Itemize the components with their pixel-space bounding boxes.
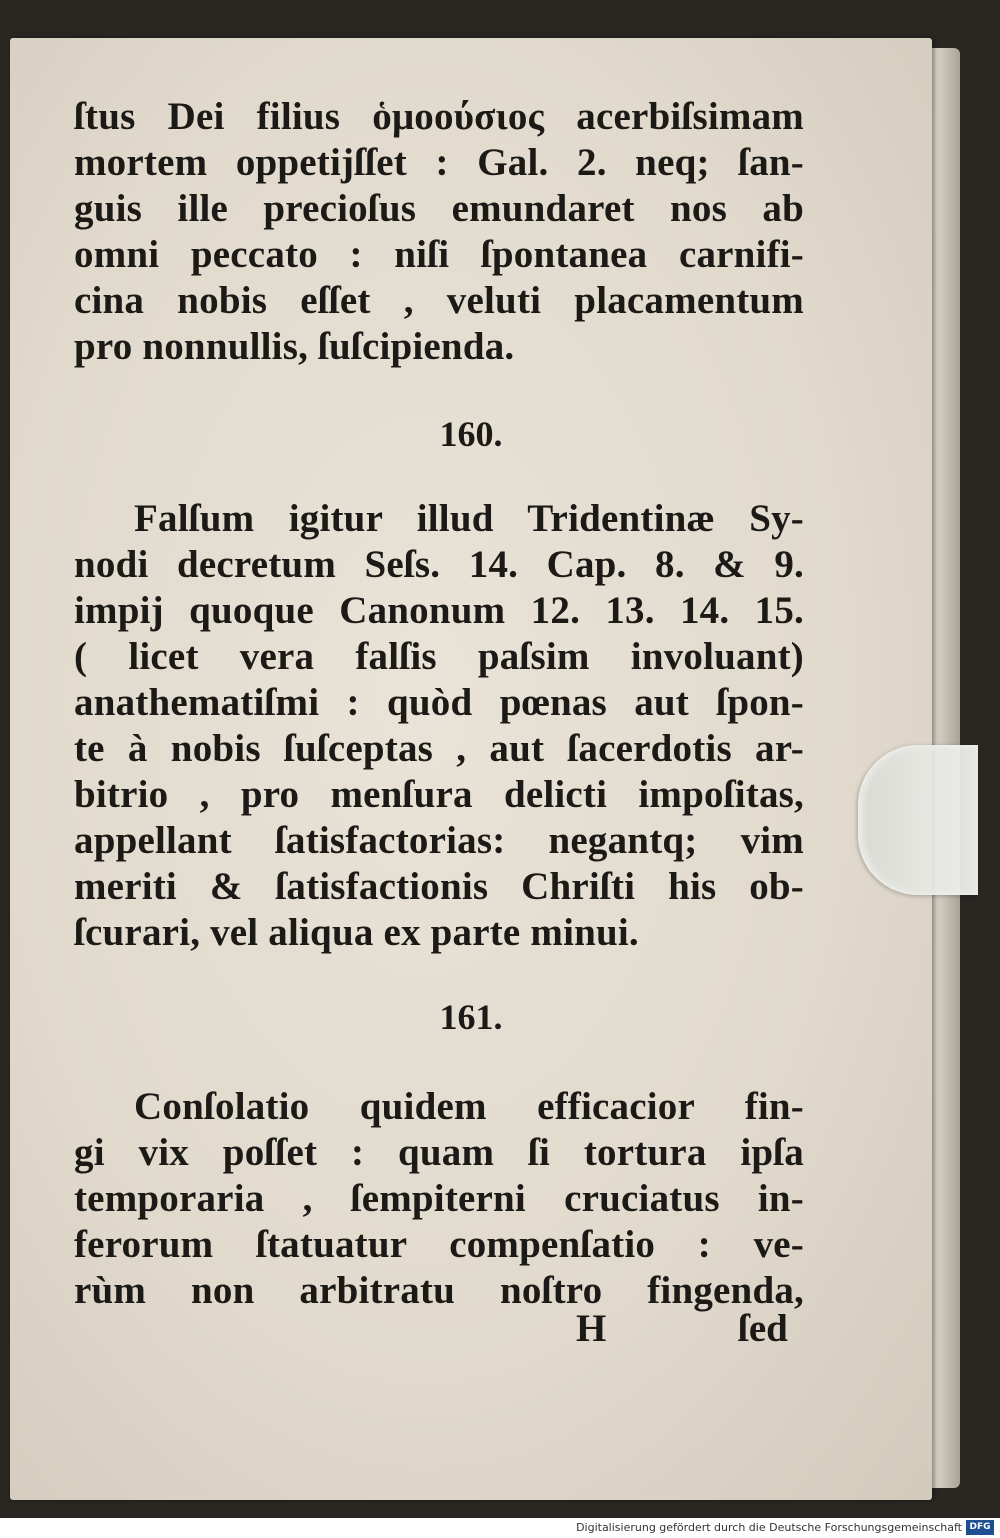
signature-mark: H [576, 1307, 607, 1350]
text-line: temporaria , ſempiterni cruciatus in- [74, 1177, 804, 1220]
footer-bar [0, 1518, 1000, 1538]
paragraph-3 [74, 1084, 804, 1314]
footer-credit: Digitalisierung gefördert durch die Deutsche Forschungsgemeinschaft [576, 1521, 962, 1534]
text-line: anathematiſmi : quòd pœnas aut ſpon- [74, 681, 804, 724]
catchword: ſed [738, 1307, 788, 1350]
book-page [10, 38, 932, 1500]
section-number-160: 160. [439, 414, 503, 454]
text-line: appellant ſatisfactorias: negantq; vim [74, 819, 804, 862]
text-line: mortem oppetijſſet : Gal. 2. neq; ſan- [74, 141, 804, 184]
text-line: cina nobis eſſet , veluti placamentum [74, 279, 804, 322]
text-line: te à nobis ſuſceptas , aut ſacerdotis ar- [74, 727, 804, 770]
text-line: bitrio , pro menſura delicti impoſitas, [74, 773, 804, 816]
text-line: pro nonnullis, ſuſcipienda. [74, 325, 515, 368]
text-line: ( licet vera falſis paſsim involuant) [74, 635, 804, 678]
text-line: Falſum igitur illud Tridentinæ Sy- [134, 497, 804, 540]
text-line: omni peccato : niſi ſpontanea carnifi- [74, 233, 804, 276]
paragraph-1 [74, 94, 804, 370]
dfg-logo: DFG [966, 1520, 994, 1535]
page-clip [858, 745, 978, 895]
text-line: gi vix poſſet : quam ſi tortura ipſa [74, 1131, 804, 1174]
section-number-161: 161. [439, 997, 503, 1037]
text-line: rùm non arbitratu noſtro fingenda, [74, 1269, 804, 1312]
text-line: nodi decretum Seſs. 14. Cap. 8. & 9. [74, 543, 804, 586]
text-line: meriti & ſatisfactionis Chriſti his ob- [74, 865, 804, 908]
text-line: ſcurari, vel aliqua ex parte minui. [74, 911, 639, 954]
text-line: impij quoque Canonum 12. 13. 14. 15. [74, 589, 804, 632]
text-line: guis ille precioſus emundaret nos ab [74, 187, 804, 230]
text-line: ferorum ſtatuatur compenſatio : ve- [74, 1223, 804, 1266]
paragraph-2 [74, 496, 804, 956]
text-line: ſtus Dei filius ὁμοούσιος acerbiſsimam [74, 95, 804, 138]
text-line: Conſolatio quidem efficacior fin- [134, 1085, 804, 1128]
